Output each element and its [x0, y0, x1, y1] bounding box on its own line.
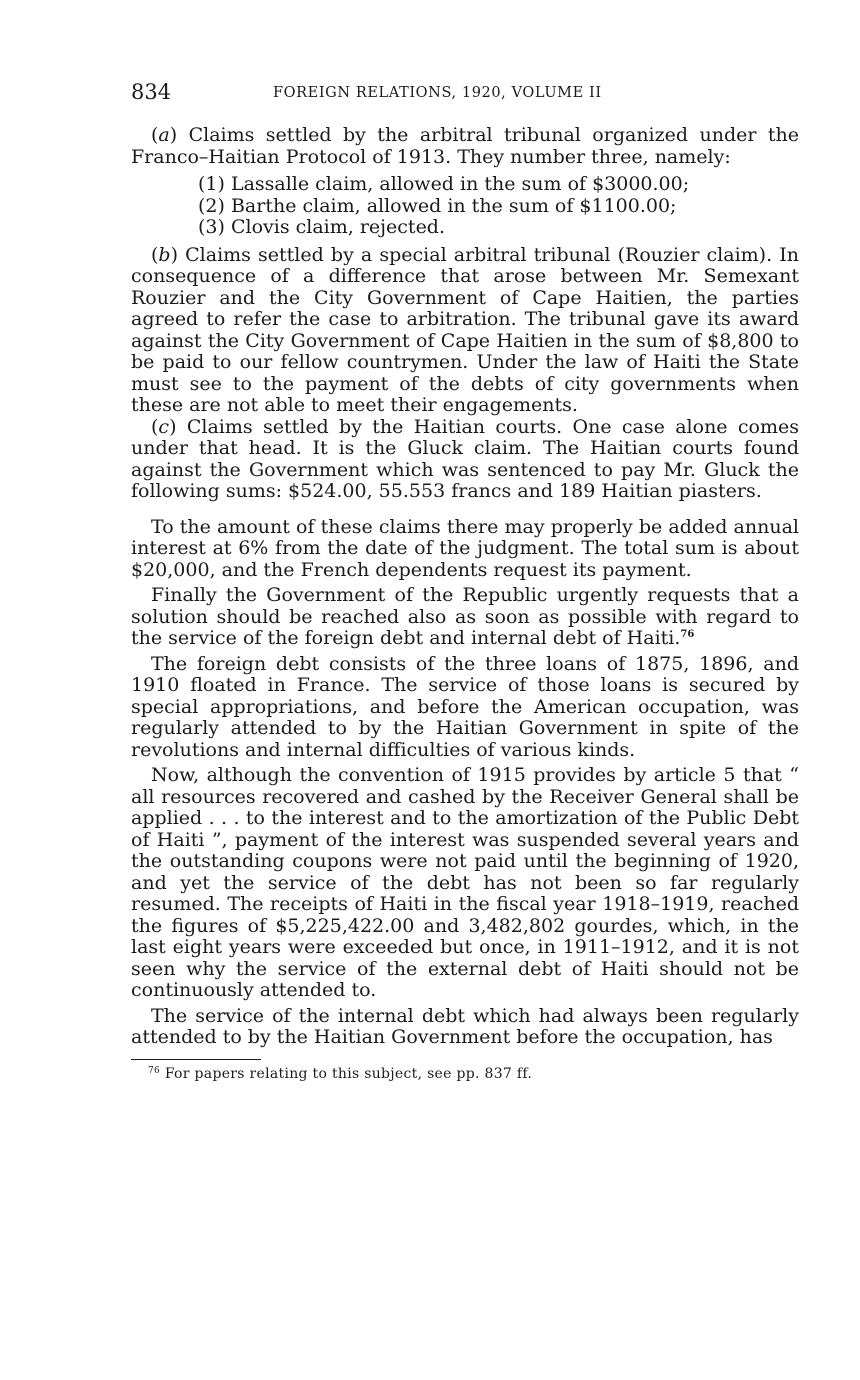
clause-label-c: c	[158, 415, 170, 438]
footnote-text: For papers relating to this subject, see pp. 837 ff.	[160, 1065, 533, 1082]
paragraph-internal-debt: The service of the internal debt which had always been regularly attended to by the Haitian Government before the occupation, has	[131, 1004, 799, 1048]
footnote-divider	[131, 1059, 261, 1060]
list-item: (3) Clovis claim, rejected.	[198, 216, 446, 238]
running-head	[131, 78, 799, 108]
paragraph-claims-b: (b) Claims settled by a special arbitral tribunal (Rouzier claim). In consequence of a difference that arose between Mr. Semexant Rouzier and the City Government of Cape Haitien, the parties agreed to refer the case to arbitration. The tribunal gave its award against the City Government of Cape Haitien in the sum of $8,800 to be paid to our fellow countrymen. Under the law of Haiti the State must see to the payment of the debts of city governments when these are not able to meet their engagements.	[131, 243, 799, 416]
paragraph-claims-a: (a) Claims settled by the arbitral tribunal organized under the Franco–Haitian Protocol of 1913. They number three, namely:	[131, 124, 799, 168]
paragraph-finally	[131, 585, 799, 650]
clause-label-a: a	[158, 124, 170, 146]
list-item: (1) Lassalle claim, allowed in the sum of $3000.00;	[198, 173, 690, 195]
paragraph-convention: Now, although the convention of 1915 provides by article 5 that “ all resources recovered and cashed by the Receiver General shall be applied . . . to the interest and to the amortization of the Public Debt of Haiti ”, payment of the interest was suspended several years and the outstanding coupons were not paid until the beginning of 1920, and yet the service of the debt has not been so far regularly resumed. The receipts of Haiti in the fiscal year 1918–1919, reached the figures of $5,225,422.00 and 3,482,802 gourdes, which, in the last eight years were exceeded but once, in 1911–1912, and it is not seen why the service of the external debt of Haiti should not be continuously attended to.	[131, 764, 799, 1001]
paragraph-foreign-debt: The foreign debt consists of the three loans of 1875, 1896, and 1910 floated in France. The service of those loans is secured by special appropriations, and before the American occupation, was regularly attended to by the Haitian Government in spite of the revolutions and internal difficulties of various kinds.	[131, 652, 799, 761]
paragraph-claims-c: (c) Claims settled by the Haitian courts. One case alone comes under that head. It is the Gluck claim. The Haitian courts found against the Government which was sentenced to pay Mr. Gluck the following sums: $524.00, 55.553 francs and 189 Haitian piasters.	[131, 415, 799, 502]
paragraph-claims-b-text: Claims settled by a special arbitral tribunal (Rouzier claim). In consequence of a difference that arose between Mr. Semexant Rouzier and the City Government of Cape Haitien, the parties agreed to refer the case to arbitration. The tribunal gave its award against the City Government of Cape Haitien in the sum of $8,800 to be paid to our fellow countrymen. Under the law of Haiti the State must see to the payment of the debts of city governments when these are not able to meet their engagements.	[131, 243, 799, 416]
footnote	[131, 1064, 799, 1084]
list-item: (2) Barthe claim, allowed in the sum of $1100.00;	[198, 194, 677, 217]
running-title: FOREIGN RELATIONS, 1920, VOLUME II	[273, 85, 602, 101]
paragraph-claims-c-text: Claims settled by the Haitian courts. One case alone comes under that head. It is the Gluck claim. The Haitian courts found against the Government which was sentenced to pay Mr. Gluck the following sums: $524.00, 55.553 francs and 189 Haitian piasters.	[131, 415, 799, 502]
paragraph-interest: To the amount of these claims there may properly be added annual interest at 6% from the date of the judgment. The total sum is about $20,000, and the French dependents request its payment.	[131, 515, 799, 581]
claims-list	[198, 174, 799, 239]
paragraph-finally-text: Finally the Government of the Republic urgently requests that a solution should be reached also as soon as possible with regard to the service of the foreign debt and internal debt of Haiti.	[131, 584, 799, 649]
clause-label-b: b	[158, 243, 171, 266]
footnote-reference[interactable]: 76	[680, 629, 695, 640]
footnote-marker: 76	[148, 1065, 161, 1076]
paragraph-claims-a-text: Claims settled by the arbitral tribunal organized under the Franco–Haitian Protocol of 1913. They number three, namely:	[131, 124, 799, 168]
page-number: 834	[131, 80, 172, 104]
document-page	[131, 78, 799, 1084]
